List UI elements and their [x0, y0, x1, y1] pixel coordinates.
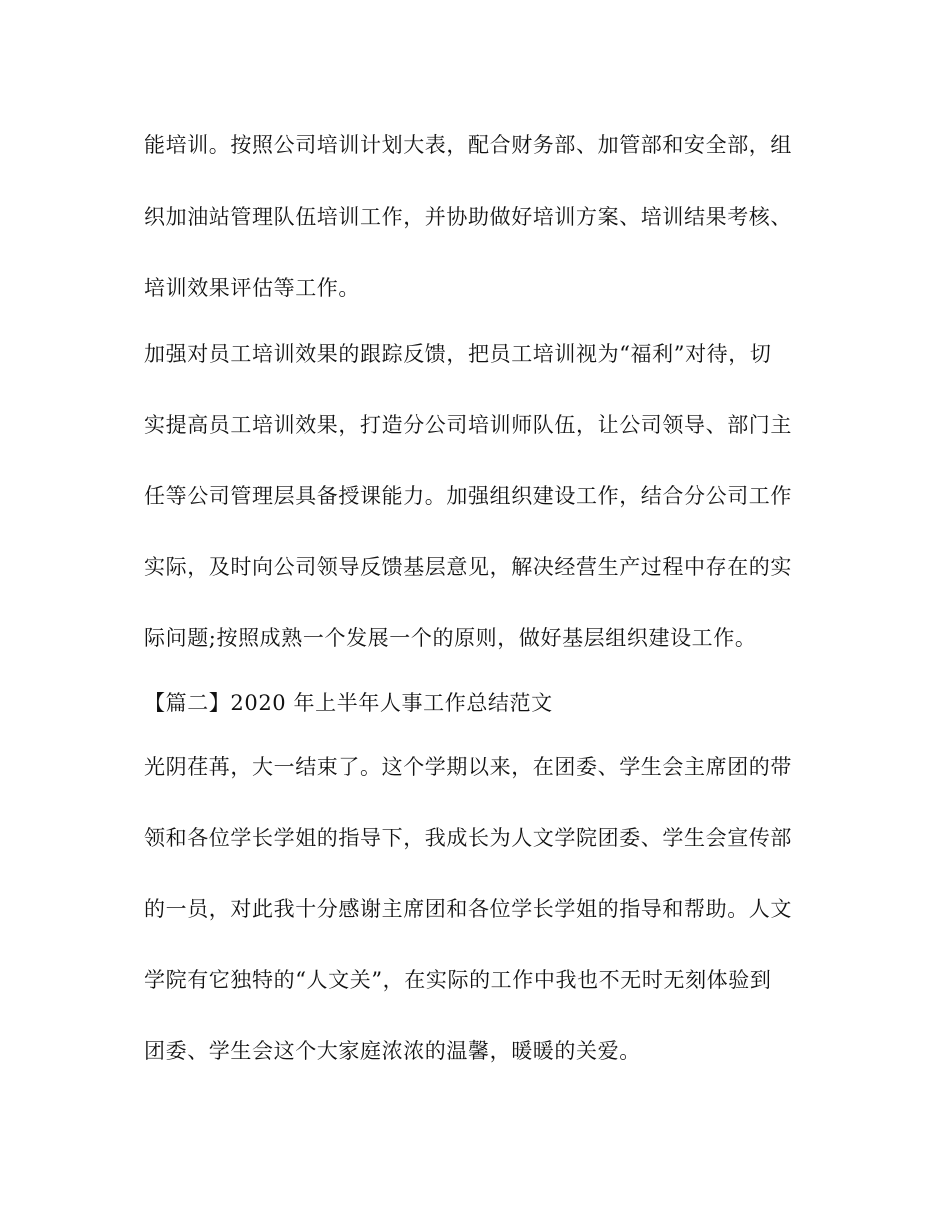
- paragraph-line: 实提高员工培训效果，打造分公司培训师队伍，让公司领导、部门主: [144, 413, 792, 437]
- paragraph-line: 能培训。按照公司培训计划大表，配合财务部、加管部和安全部，组: [144, 133, 792, 157]
- paragraph-line: 际问题;按照成熟一个发展一个的原则，做好基层组织建设工作。: [144, 626, 757, 650]
- paragraph-line: 光阴荏苒，大一结束了。这个学期以来，在团委、学生会主席团的带: [144, 755, 792, 779]
- paragraph-line: 学院有它独特的“人文关”，在实际的工作中我也不无时无刻体验到: [144, 968, 772, 992]
- paragraph-line: 培训效果评估等工作。: [144, 276, 360, 300]
- paragraph-line: 领和各位学长学姐的指导下，我成长为人文学院团委、学生会宣传部: [144, 826, 792, 850]
- paragraph-line: 实际，及时向公司领导反馈基层意见，解决经营生产过程中存在的实: [144, 555, 792, 579]
- paragraph-line: 织加油站管理队伍培训工作，并协助做好培训方案、培训结果考核、: [144, 205, 792, 229]
- section-heading: 【篇二】2020 年上半年人事工作总结范文: [144, 691, 553, 715]
- paragraph-line: 加强对员工培训效果的跟踪反馈，把员工培训视为“福利”对待，切: [144, 342, 772, 366]
- paragraph-line: 任等公司管理层具备授课能力。加强组织建设工作，结合分公司工作: [144, 484, 792, 508]
- paragraph-line: 的一员，对此我十分感谢主席团和各位学长学姐的指导和帮助。人文: [144, 897, 792, 921]
- paragraph-line: 团委、学生会这个大家庭浓浓的温馨，暖暖的关爱。: [144, 1039, 641, 1063]
